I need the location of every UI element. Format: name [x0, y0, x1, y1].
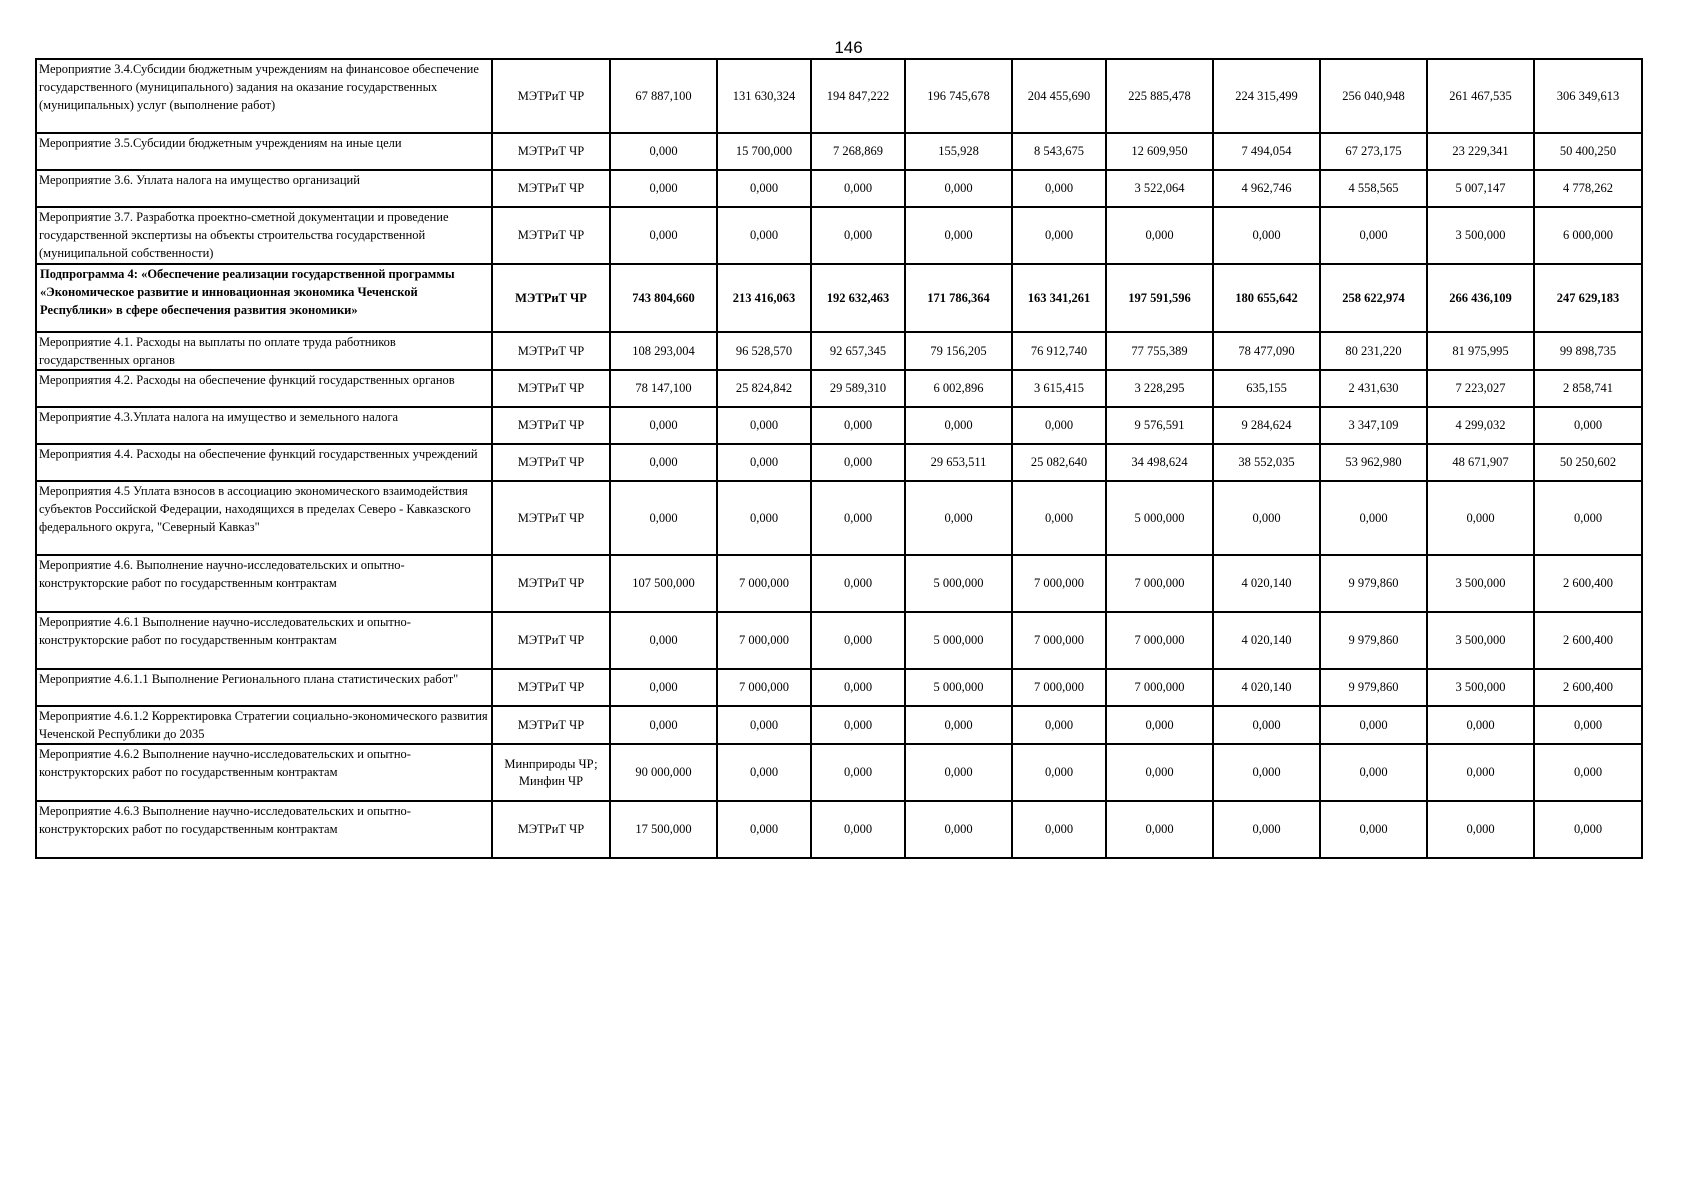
- row-value: 7 000,000: [1106, 669, 1213, 706]
- row-value: 306 349,613: [1534, 59, 1642, 133]
- row-value: 90 000,000: [610, 744, 717, 801]
- row-value: 9 284,624: [1213, 407, 1320, 444]
- row-value: 0,000: [717, 481, 811, 555]
- row-name: Мероприятие 4.6. Выполнение научно-исследовательских и опытно-конструкторские работ по государственным контрактам: [36, 555, 492, 612]
- row-value: 0,000: [1534, 744, 1642, 801]
- row-value: 2 431,630: [1320, 370, 1427, 407]
- row-value: 8 543,675: [1012, 133, 1106, 170]
- row-value: 0,000: [811, 801, 905, 858]
- row-executor: МЭТРиТ ЧР: [492, 264, 610, 332]
- row-value: 0,000: [811, 744, 905, 801]
- row-name: Мероприятие 4.6.1.1 Выполнение Регионального плана статистических работ": [36, 669, 492, 706]
- row-value: 0,000: [1213, 207, 1320, 264]
- row-name: Мероприятие 3.7. Разработка проектно-сметной документации и проведение государственной экспертизы на объекты строительства государственной (муниципальной собственности): [36, 207, 492, 264]
- row-value: 0,000: [610, 170, 717, 207]
- row-value: 108 293,004: [610, 332, 717, 370]
- row-value: 0,000: [1106, 207, 1213, 264]
- row-value: 0,000: [811, 555, 905, 612]
- row-value: 0,000: [1012, 706, 1106, 744]
- row-value: 67 273,175: [1320, 133, 1427, 170]
- row-value: 9 979,860: [1320, 669, 1427, 706]
- row-value: 213 416,063: [717, 264, 811, 332]
- row-value: 29 653,511: [905, 444, 1012, 481]
- row-value: 0,000: [717, 170, 811, 207]
- row-value: 180 655,642: [1213, 264, 1320, 332]
- row-value: 0,000: [811, 207, 905, 264]
- row-value: 0,000: [905, 407, 1012, 444]
- row-value: 0,000: [811, 669, 905, 706]
- row-value: 34 498,624: [1106, 444, 1213, 481]
- row-value: 3 500,000: [1427, 207, 1534, 264]
- row-value: 67 887,100: [610, 59, 717, 133]
- row-name: Мероприятие 3.5.Субсидии бюджетным учреждениям на иные цели: [36, 133, 492, 170]
- row-value: 7 000,000: [1012, 555, 1106, 612]
- row-value: 0,000: [905, 744, 1012, 801]
- row-value: 0,000: [1534, 706, 1642, 744]
- row-value: 0,000: [1320, 706, 1427, 744]
- row-value: 0,000: [1012, 207, 1106, 264]
- row-value: 0,000: [1012, 801, 1106, 858]
- row-value: 5 000,000: [905, 612, 1012, 669]
- row-value: 192 632,463: [811, 264, 905, 332]
- row-value: 7 223,027: [1427, 370, 1534, 407]
- row-value: 53 962,980: [1320, 444, 1427, 481]
- row-value: 3 615,415: [1012, 370, 1106, 407]
- row-value: 0,000: [1534, 801, 1642, 858]
- row-value: 48 671,907: [1427, 444, 1534, 481]
- row-value: 9 576,591: [1106, 407, 1213, 444]
- row-value: 7 000,000: [717, 669, 811, 706]
- row-value: 0,000: [811, 481, 905, 555]
- page-number: 146: [834, 38, 863, 57]
- row-value: 3 347,109: [1320, 407, 1427, 444]
- row-value: 4 020,140: [1213, 669, 1320, 706]
- table-row: [36, 444, 1642, 481]
- row-name: Мероприятие 4.6.2 Выполнение научно-исследовательских и опытно-конструкторских работ по государственным контрактам: [36, 744, 492, 801]
- row-value: 0,000: [1320, 481, 1427, 555]
- row-value: 0,000: [1106, 706, 1213, 744]
- row-value: 2 858,741: [1534, 370, 1642, 407]
- row-value: 50 250,602: [1534, 444, 1642, 481]
- row-name: Мероприятие 4.3.Уплата налога на имущество и земельного налога: [36, 407, 492, 444]
- row-value: 0,000: [1427, 801, 1534, 858]
- row-value: 0,000: [610, 669, 717, 706]
- row-value: 224 315,499: [1213, 59, 1320, 133]
- row-value: 0,000: [610, 481, 717, 555]
- table-row: [36, 59, 1642, 133]
- row-value: 79 156,205: [905, 332, 1012, 370]
- row-value: 17 500,000: [610, 801, 717, 858]
- row-value: 0,000: [1012, 744, 1106, 801]
- table-row: [36, 207, 1642, 264]
- row-value: 0,000: [610, 444, 717, 481]
- row-value: 81 975,995: [1427, 332, 1534, 370]
- row-executor: МЭТРиТ ЧР: [492, 444, 610, 481]
- row-value: 0,000: [811, 444, 905, 481]
- row-value: 0,000: [1427, 706, 1534, 744]
- row-name: Мероприятия 4.4. Расходы на обеспечение функций государственных учреждений: [36, 444, 492, 481]
- row-value: 38 552,035: [1213, 444, 1320, 481]
- row-value: 96 528,570: [717, 332, 811, 370]
- row-executor: МЭТРиТ ЧР: [492, 133, 610, 170]
- budget-table-body: [36, 59, 1642, 858]
- row-value: 0,000: [610, 407, 717, 444]
- row-value: 0,000: [1427, 481, 1534, 555]
- row-value: 0,000: [811, 407, 905, 444]
- row-value: 78 477,090: [1213, 332, 1320, 370]
- row-value: 3 500,000: [1427, 555, 1534, 612]
- row-value: 7 000,000: [1106, 555, 1213, 612]
- row-value: 92 657,345: [811, 332, 905, 370]
- row-value: 15 700,000: [717, 133, 811, 170]
- table-row: [36, 370, 1642, 407]
- table-row: [36, 669, 1642, 706]
- row-value: 0,000: [811, 612, 905, 669]
- row-executor: МЭТРиТ ЧР: [492, 481, 610, 555]
- row-value: 7 000,000: [717, 612, 811, 669]
- row-name: Мероприятие 4.6.1.2 Корректировка Стратегии социально-экономического развития Чеченской Республики до 2035: [36, 706, 492, 744]
- row-value: 163 341,261: [1012, 264, 1106, 332]
- row-value: 7 268,869: [811, 133, 905, 170]
- row-value: 0,000: [717, 744, 811, 801]
- row-value: 6 000,000: [1534, 207, 1642, 264]
- row-value: 743 804,660: [610, 264, 717, 332]
- row-value: 7 000,000: [1106, 612, 1213, 669]
- row-value: 225 885,478: [1106, 59, 1213, 133]
- row-value: 9 979,860: [1320, 612, 1427, 669]
- row-value: 4 962,746: [1213, 170, 1320, 207]
- row-name: Мероприятие 4.6.1 Выполнение научно-исследовательских и опытно-конструкторские работ по государственным контрактам: [36, 612, 492, 669]
- row-value: 5 000,000: [1106, 481, 1213, 555]
- row-value: 155,928: [905, 133, 1012, 170]
- row-value: 261 467,535: [1427, 59, 1534, 133]
- row-value: 0,000: [905, 801, 1012, 858]
- row-value: 258 622,974: [1320, 264, 1427, 332]
- row-value: 0,000: [1534, 481, 1642, 555]
- row-value: 0,000: [1427, 744, 1534, 801]
- row-value: 7 000,000: [1012, 669, 1106, 706]
- row-executor: МЭТРиТ ЧР: [492, 706, 610, 744]
- row-value: 0,000: [1213, 706, 1320, 744]
- row-executor: МЭТРиТ ЧР: [492, 332, 610, 370]
- table-row: [36, 612, 1642, 669]
- row-value: 4 299,032: [1427, 407, 1534, 444]
- row-value: 0,000: [1012, 407, 1106, 444]
- row-value: 0,000: [717, 706, 811, 744]
- row-value: 0,000: [717, 801, 811, 858]
- table-row: [36, 264, 1642, 332]
- row-value: 0,000: [1213, 801, 1320, 858]
- row-value: 0,000: [1106, 801, 1213, 858]
- row-value: 50 400,250: [1534, 133, 1642, 170]
- row-value: 0,000: [717, 207, 811, 264]
- row-value: 5 000,000: [905, 669, 1012, 706]
- row-value: 7 000,000: [717, 555, 811, 612]
- row-value: 0,000: [610, 612, 717, 669]
- table-row: [36, 555, 1642, 612]
- row-name: Мероприятия 4.5 Уплата взносов в ассоциацию экономического взаимодействия субъектов Российской Федерации, находящихся в пределах Северо - Кавказского федерального округа, "Северный Кавказ": [36, 481, 492, 555]
- row-value: 635,155: [1213, 370, 1320, 407]
- row-name: Мероприятие 3.6. Уплата налога на имущество организаций: [36, 170, 492, 207]
- row-value: 78 147,100: [610, 370, 717, 407]
- row-value: 0,000: [905, 481, 1012, 555]
- row-value: 25 824,842: [717, 370, 811, 407]
- row-value: 76 912,740: [1012, 332, 1106, 370]
- row-value: 3 500,000: [1427, 612, 1534, 669]
- row-value: 0,000: [610, 207, 717, 264]
- row-value: 171 786,364: [905, 264, 1012, 332]
- row-executor: МЭТРиТ ЧР: [492, 59, 610, 133]
- row-value: 0,000: [717, 444, 811, 481]
- row-value: 107 500,000: [610, 555, 717, 612]
- table-row: [36, 332, 1642, 370]
- row-value: 5 000,000: [905, 555, 1012, 612]
- row-name: Мероприятие 3.4.Субсидии бюджетным учреждениям на финансовое обеспечение государственного (муниципального) задания на оказание государственных (муниципальных) услуг (выполнение работ): [36, 59, 492, 133]
- row-value: 0,000: [1106, 744, 1213, 801]
- row-value: 23 229,341: [1427, 133, 1534, 170]
- row-value: 7 000,000: [1012, 612, 1106, 669]
- table-row: [36, 706, 1642, 744]
- table-row: [36, 133, 1642, 170]
- row-value: 3 500,000: [1427, 669, 1534, 706]
- row-value: 7 494,054: [1213, 133, 1320, 170]
- row-value: 29 589,310: [811, 370, 905, 407]
- table-row: [36, 744, 1642, 801]
- row-executor: МЭТРиТ ЧР: [492, 370, 610, 407]
- row-value: 204 455,690: [1012, 59, 1106, 133]
- row-value: 4 558,565: [1320, 170, 1427, 207]
- table-row: [36, 407, 1642, 444]
- row-value: 0,000: [811, 706, 905, 744]
- row-value: 131 630,324: [717, 59, 811, 133]
- row-value: 0,000: [1320, 801, 1427, 858]
- row-value: 6 002,896: [905, 370, 1012, 407]
- row-value: 9 979,860: [1320, 555, 1427, 612]
- table-row: [36, 481, 1642, 555]
- row-value: 80 231,220: [1320, 332, 1427, 370]
- row-value: 4 020,140: [1213, 555, 1320, 612]
- row-value: 0,000: [1012, 481, 1106, 555]
- row-value: 0,000: [610, 706, 717, 744]
- row-value: 0,000: [1213, 744, 1320, 801]
- row-value: 256 040,948: [1320, 59, 1427, 133]
- table-row: [36, 801, 1642, 858]
- row-value: 2 600,400: [1534, 555, 1642, 612]
- row-name: Мероприятия 4.2. Расходы на обеспечение функций государственных органов: [36, 370, 492, 407]
- row-executor: МЭТРиТ ЧР: [492, 555, 610, 612]
- row-value: 2 600,400: [1534, 612, 1642, 669]
- row-executor: МЭТРиТ ЧР: [492, 170, 610, 207]
- row-executor: МЭТРиТ ЧР: [492, 669, 610, 706]
- row-value: 197 591,596: [1106, 264, 1213, 332]
- row-value: 3 522,064: [1106, 170, 1213, 207]
- row-value: 0,000: [1534, 407, 1642, 444]
- row-value: 0,000: [717, 407, 811, 444]
- row-value: 5 007,147: [1427, 170, 1534, 207]
- row-value: 247 629,183: [1534, 264, 1642, 332]
- row-executor: МЭТРиТ ЧР: [492, 801, 610, 858]
- row-value: 266 436,109: [1427, 264, 1534, 332]
- row-value: 4 778,262: [1534, 170, 1642, 207]
- row-name: Мероприятие 4.1. Расходы на выплаты по оплате труда работников государственных органов: [36, 332, 492, 370]
- row-value: 2 600,400: [1534, 669, 1642, 706]
- row-executor: МЭТРиТ ЧР: [492, 207, 610, 264]
- row-value: 0,000: [905, 170, 1012, 207]
- row-value: 0,000: [905, 706, 1012, 744]
- row-name: Мероприятие 4.6.3 Выполнение научно-исследовательских и опытно-конструкторских работ по государственным контрактам: [36, 801, 492, 858]
- row-value: 194 847,222: [811, 59, 905, 133]
- row-value: 0,000: [1320, 744, 1427, 801]
- row-value: 0,000: [610, 133, 717, 170]
- row-value: 77 755,389: [1106, 332, 1213, 370]
- row-value: 0,000: [811, 170, 905, 207]
- row-value: 25 082,640: [1012, 444, 1106, 481]
- row-value: 196 745,678: [905, 59, 1012, 133]
- row-value: 0,000: [1320, 207, 1427, 264]
- row-executor: Минприроды ЧР; Минфин ЧР: [492, 744, 610, 801]
- row-value: 12 609,950: [1106, 133, 1213, 170]
- row-value: 99 898,735: [1534, 332, 1642, 370]
- row-value: 4 020,140: [1213, 612, 1320, 669]
- row-value: 0,000: [1213, 481, 1320, 555]
- budget-table: [35, 58, 1643, 859]
- row-value: 3 228,295: [1106, 370, 1213, 407]
- row-name: Подпрограмма 4: «Обеспечение реализации государственной программы «Экономическое развитие и инновационная экономика Чеченской Республики» в сфере обеспечения развития экономики»: [36, 264, 492, 332]
- row-executor: МЭТРиТ ЧР: [492, 407, 610, 444]
- row-value: 0,000: [1012, 170, 1106, 207]
- table-row: [36, 170, 1642, 207]
- row-value: 0,000: [905, 207, 1012, 264]
- row-executor: МЭТРиТ ЧР: [492, 612, 610, 669]
